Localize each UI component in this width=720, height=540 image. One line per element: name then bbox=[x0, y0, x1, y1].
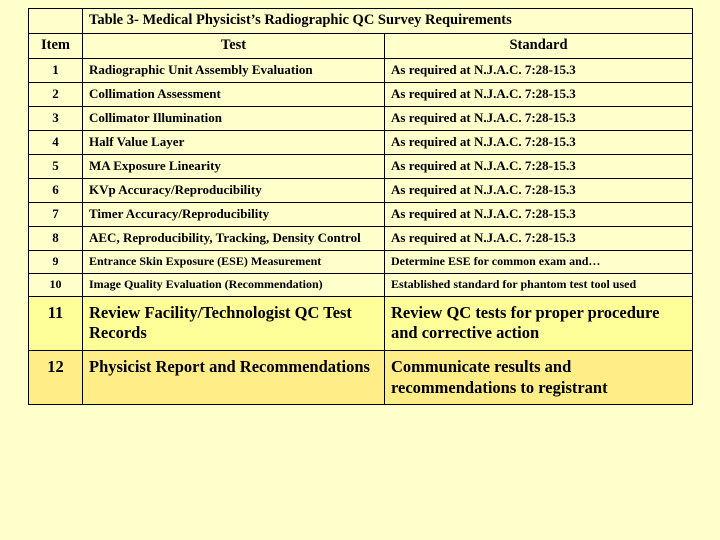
row-item-number: 5 bbox=[29, 154, 83, 178]
row-test: Collimator Illumination bbox=[83, 106, 385, 130]
row-standard: As required at N.J.A.C. 7:28-15.3 bbox=[385, 130, 693, 154]
row-test: Collimation Assessment bbox=[83, 82, 385, 106]
title-corner-cell bbox=[29, 9, 83, 34]
row-item-number: 8 bbox=[29, 226, 83, 250]
row-standard: As required at N.J.A.C. 7:28-15.3 bbox=[385, 226, 693, 250]
row-test: Half Value Layer bbox=[83, 130, 385, 154]
table-row bbox=[29, 178, 693, 202]
header-standard: Standard bbox=[385, 33, 693, 58]
row-item-number: 9 bbox=[29, 250, 83, 273]
row-item-number: 7 bbox=[29, 202, 83, 226]
table-row bbox=[29, 273, 693, 296]
table-title-row bbox=[29, 9, 693, 34]
row-standard: Review QC tests for proper procedure and corrective action bbox=[385, 296, 693, 350]
table-row bbox=[29, 106, 693, 130]
row-item-number: 12 bbox=[29, 350, 83, 404]
table-row-highlighted bbox=[29, 350, 693, 404]
row-item-number: 3 bbox=[29, 106, 83, 130]
row-standard: As required at N.J.A.C. 7:28-15.3 bbox=[385, 82, 693, 106]
row-standard: Communicate results and recommendations to registrant bbox=[385, 350, 693, 404]
row-item-number: 10 bbox=[29, 273, 83, 296]
row-standard: As required at N.J.A.C. 7:28-15.3 bbox=[385, 106, 693, 130]
table-row bbox=[29, 202, 693, 226]
header-test: Test bbox=[83, 33, 385, 58]
row-item-number: 4 bbox=[29, 130, 83, 154]
row-test: AEC, Reproducibility, Tracking, Density Control bbox=[83, 226, 385, 250]
table-row bbox=[29, 130, 693, 154]
row-test: KVp Accuracy/Reproducibility bbox=[83, 178, 385, 202]
row-test: Image Quality Evaluation (Recommendation) bbox=[83, 273, 385, 296]
table-row bbox=[29, 154, 693, 178]
row-test: Physicist Report and Recommendations bbox=[83, 350, 385, 404]
row-test: Radiographic Unit Assembly Evaluation bbox=[83, 58, 385, 82]
row-standard: As required at N.J.A.C. 7:28-15.3 bbox=[385, 154, 693, 178]
table-row bbox=[29, 250, 693, 273]
table-header-row bbox=[29, 33, 693, 58]
table-row-highlighted bbox=[29, 296, 693, 350]
row-item-number: 2 bbox=[29, 82, 83, 106]
row-standard: Established standard for phantom test tool used bbox=[385, 273, 693, 296]
header-item: Item bbox=[29, 33, 83, 58]
row-standard: As required at N.J.A.C. 7:28-15.3 bbox=[385, 178, 693, 202]
table-title: Table 3- Medical Physicist’s Radiographic QC Survey Requirements bbox=[83, 9, 693, 34]
row-standard: Determine ESE for common exam and… bbox=[385, 250, 693, 273]
table-row bbox=[29, 58, 693, 82]
row-standard: As required at N.J.A.C. 7:28-15.3 bbox=[385, 202, 693, 226]
row-standard: As required at N.J.A.C. 7:28-15.3 bbox=[385, 58, 693, 82]
table-row bbox=[29, 226, 693, 250]
qc-survey-table bbox=[28, 8, 693, 405]
row-test: MA Exposure Linearity bbox=[83, 154, 385, 178]
row-test: Review Facility/Technologist QC Test Records bbox=[83, 296, 385, 350]
row-test: Entrance Skin Exposure (ESE) Measurement bbox=[83, 250, 385, 273]
row-item-number: 6 bbox=[29, 178, 83, 202]
row-item-number: 11 bbox=[29, 296, 83, 350]
table-row bbox=[29, 82, 693, 106]
row-item-number: 1 bbox=[29, 58, 83, 82]
row-test: Timer Accuracy/Reproducibility bbox=[83, 202, 385, 226]
